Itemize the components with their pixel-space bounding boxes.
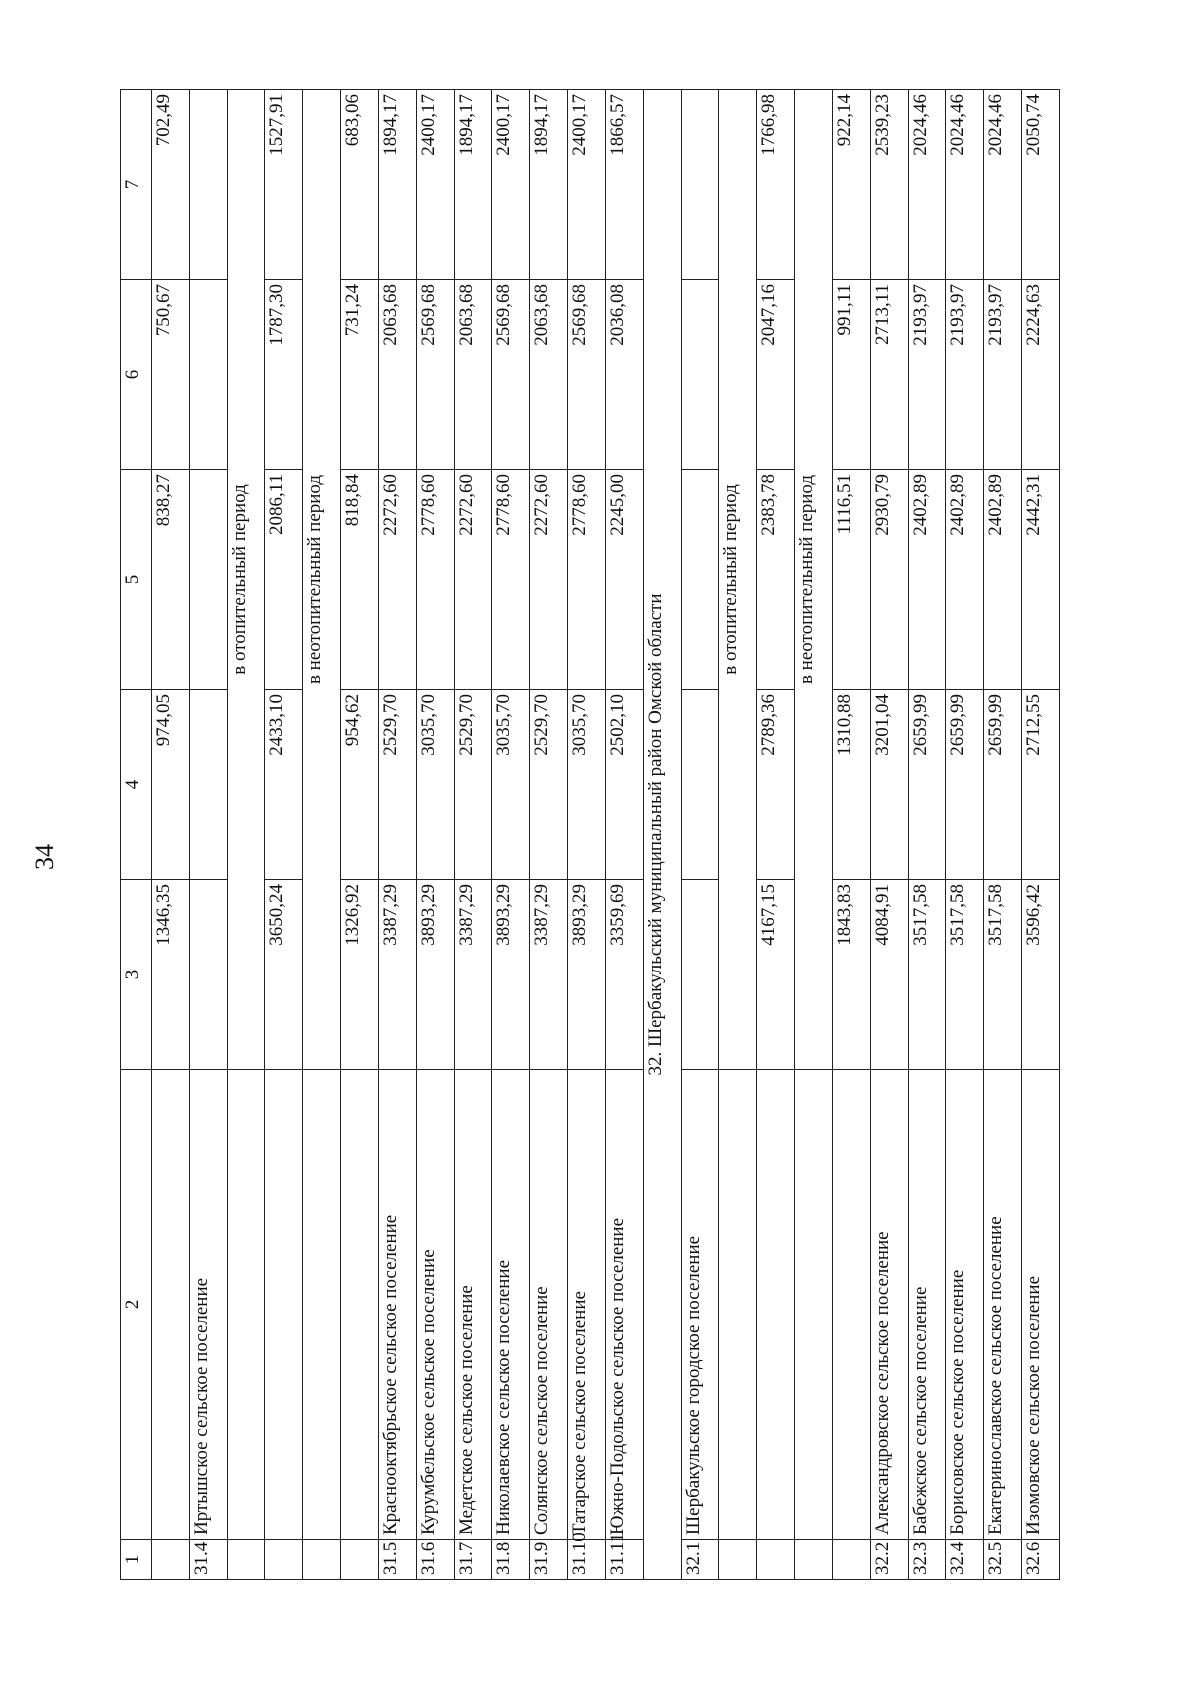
value-cell: 2569,68 [492, 280, 530, 470]
table-row [303, 90, 341, 1580]
period-subheader: в неотопительный период [303, 90, 341, 1070]
period-subheader: в отопительный период [719, 90, 757, 1070]
table-row [189, 90, 227, 1580]
row-name-cell [719, 1070, 757, 1540]
table-row [378, 90, 416, 1580]
value-cell: 2789,36 [757, 690, 795, 880]
value-cell: 2400,17 [492, 90, 530, 280]
value-cell: 2036,08 [605, 280, 643, 470]
row-name-cell [227, 1070, 265, 1540]
row-name-cell: Екатеринославское сельское поселение [984, 1070, 1022, 1540]
row-name-cell: Шербакульское городское поселение [681, 1070, 719, 1540]
value-cell: 1527,91 [265, 90, 303, 280]
value-cell: 2047,16 [757, 280, 795, 470]
value-cell [681, 690, 719, 880]
value-cell: 954,62 [341, 690, 379, 880]
table-row [492, 90, 530, 1580]
value-cell: 3035,70 [492, 690, 530, 880]
row-code-cell: 32.4 [946, 1540, 984, 1580]
value-cell: 2193,97 [946, 280, 984, 470]
value-cell [681, 280, 719, 470]
column-header: 4 [121, 690, 152, 880]
value-cell: 2778,60 [568, 470, 606, 690]
table-row [757, 90, 795, 1580]
value-cell: 1346,35 [152, 880, 190, 1070]
row-name-cell: Иртышское сельское поселение [189, 1070, 227, 1540]
row-code-cell: 31.10 [568, 1540, 606, 1580]
value-cell [189, 690, 227, 880]
column-header: 7 [121, 90, 152, 280]
value-cell: 2778,60 [416, 470, 454, 690]
table-row [152, 90, 190, 1580]
value-cell [681, 470, 719, 690]
value-cell: 3201,04 [870, 690, 908, 880]
row-code-cell: 32.3 [908, 1540, 946, 1580]
period-subheader: в отопительный период [227, 90, 265, 1070]
table-row [227, 90, 265, 1580]
value-cell: 2930,79 [870, 470, 908, 690]
value-cell: 2063,68 [454, 280, 492, 470]
value-cell: 731,24 [341, 280, 379, 470]
value-cell: 1310,88 [832, 690, 870, 880]
value-cell [189, 90, 227, 280]
table-row [908, 90, 946, 1580]
row-code-cell [719, 1540, 757, 1580]
value-cell: 1326,92 [341, 880, 379, 1070]
value-cell: 3359,69 [605, 880, 643, 1070]
value-cell: 2193,97 [908, 280, 946, 470]
value-cell: 750,67 [152, 280, 190, 470]
value-cell: 1766,98 [757, 90, 795, 280]
value-cell: 991,11 [832, 280, 870, 470]
row-code-cell [832, 1540, 870, 1580]
row-name-cell: Солянское сельское поселение [530, 1070, 568, 1540]
row-name-cell: Александровское сельское поселение [870, 1070, 908, 1540]
value-cell: 2024,46 [946, 90, 984, 280]
value-cell: 1894,17 [378, 90, 416, 280]
value-cell: 3596,42 [1022, 880, 1060, 1070]
value-cell: 1843,83 [832, 880, 870, 1070]
row-name-cell [341, 1070, 379, 1540]
row-name-cell: Южно-Подольское сельское поселение [605, 1070, 643, 1540]
value-cell: 2529,70 [454, 690, 492, 880]
row-code-cell [152, 1540, 190, 1580]
row-name-cell [303, 1070, 341, 1540]
table-row [568, 90, 606, 1580]
row-name-cell [757, 1070, 795, 1540]
row-code-cell: 31.9 [530, 1540, 568, 1580]
row-name-cell: Николаевское сельское поселение [492, 1070, 530, 1540]
row-code-cell [303, 1540, 341, 1580]
value-cell [681, 880, 719, 1070]
row-code-cell: 31.5 [378, 1540, 416, 1580]
value-cell: 2063,68 [378, 280, 416, 470]
row-name-cell: Татарское сельское поселение [568, 1070, 606, 1540]
table-row [605, 90, 643, 1580]
row-name-cell [795, 1070, 833, 1540]
value-cell: 3517,58 [984, 880, 1022, 1070]
value-cell [681, 90, 719, 280]
period-subheader: в неотопительный период [795, 90, 833, 1070]
value-cell: 3893,29 [568, 880, 606, 1070]
value-cell: 683,06 [341, 90, 379, 280]
value-cell: 2193,97 [984, 280, 1022, 470]
row-name-cell: Изомовское сельское поселение [1022, 1070, 1060, 1540]
value-cell: 2529,70 [378, 690, 416, 880]
value-cell: 1894,17 [454, 90, 492, 280]
value-cell: 2402,89 [908, 470, 946, 690]
column-header: 2 [121, 1070, 152, 1540]
table-row [795, 90, 833, 1580]
district-header: 32. Шербакульский муниципальный район Омской области [643, 90, 681, 1580]
row-name-cell: Бабежское сельское поселение [908, 1070, 946, 1540]
value-cell: 3387,29 [530, 880, 568, 1070]
value-cell: 2659,99 [946, 690, 984, 880]
row-code-cell [795, 1540, 833, 1580]
table-row [530, 90, 568, 1580]
header-row [121, 90, 152, 1580]
row-name-cell: Красноoктябрьское сельское поселение [378, 1070, 416, 1540]
table-row [832, 90, 870, 1580]
value-cell: 3035,70 [416, 690, 454, 880]
value-cell: 4167,15 [757, 880, 795, 1070]
row-name-cell: Курумбельское сельское поселение [416, 1070, 454, 1540]
value-cell: 1787,30 [265, 280, 303, 470]
table-row [681, 90, 719, 1580]
value-cell: 3387,29 [454, 880, 492, 1070]
value-cell: 1116,51 [832, 470, 870, 690]
value-cell: 3035,70 [568, 690, 606, 880]
row-code-cell [227, 1540, 265, 1580]
column-header: 5 [121, 470, 152, 690]
row-code-cell: 31.6 [416, 1540, 454, 1580]
value-cell: 2272,60 [454, 470, 492, 690]
row-code-cell: 32.2 [870, 1540, 908, 1580]
value-cell: 3650,24 [265, 880, 303, 1070]
table-row [1022, 90, 1060, 1580]
table-row [341, 90, 379, 1580]
value-cell: 2400,17 [568, 90, 606, 280]
value-cell [189, 880, 227, 1070]
value-cell: 3517,58 [908, 880, 946, 1070]
column-header: 6 [121, 280, 152, 470]
column-header: 3 [121, 880, 152, 1070]
value-cell: 702,49 [152, 90, 190, 280]
value-cell: 2272,60 [378, 470, 416, 690]
value-cell: 1866,57 [605, 90, 643, 280]
value-cell: 838,27 [152, 470, 190, 690]
table-body [152, 90, 1060, 1580]
value-cell: 2024,46 [984, 90, 1022, 280]
value-cell: 2224,63 [1022, 280, 1060, 470]
value-cell: 3893,29 [492, 880, 530, 1070]
value-cell: 2402,89 [984, 470, 1022, 690]
value-cell: 2383,78 [757, 470, 795, 690]
value-cell [189, 280, 227, 470]
value-cell: 2712,55 [1022, 690, 1060, 880]
value-cell: 2024,46 [908, 90, 946, 280]
row-code-cell [341, 1540, 379, 1580]
table-row [416, 90, 454, 1580]
value-cell: 2569,68 [416, 280, 454, 470]
value-cell: 3893,29 [416, 880, 454, 1070]
row-code-cell: 32.5 [984, 1540, 1022, 1580]
value-cell: 4084,91 [870, 880, 908, 1070]
value-cell [189, 470, 227, 690]
value-cell: 2272,60 [530, 470, 568, 690]
value-cell: 2569,68 [568, 280, 606, 470]
table-row [643, 90, 681, 1580]
row-name-cell [152, 1070, 190, 1540]
value-cell: 2400,17 [416, 90, 454, 280]
value-cell: 2529,70 [530, 690, 568, 880]
row-name-cell [265, 1070, 303, 1540]
table-row [870, 90, 908, 1580]
table-row [984, 90, 1022, 1580]
table-row [946, 90, 984, 1580]
row-code-cell: 31.8 [492, 1540, 530, 1580]
row-name-cell: Медетское сельское поселение [454, 1070, 492, 1540]
table-row [265, 90, 303, 1580]
row-code-cell: 31.11 [605, 1540, 643, 1580]
value-cell: 2539,23 [870, 90, 908, 280]
value-cell: 2086,11 [265, 470, 303, 690]
value-cell: 922,14 [832, 90, 870, 280]
row-name-cell [832, 1070, 870, 1540]
value-cell: 2659,99 [908, 690, 946, 880]
value-cell: 3387,29 [378, 880, 416, 1070]
value-cell: 2502,10 [605, 690, 643, 880]
table-row [719, 90, 757, 1580]
value-cell: 3517,58 [946, 880, 984, 1070]
value-cell: 1894,17 [530, 90, 568, 280]
value-cell: 2245,00 [605, 470, 643, 690]
row-code-cell: 31.7 [454, 1540, 492, 1580]
value-cell: 2063,68 [530, 280, 568, 470]
row-code-cell: 31.4 [189, 1540, 227, 1580]
value-cell: 2442,31 [1022, 470, 1060, 690]
rotated-page [120, 90, 1060, 1580]
table-row [454, 90, 492, 1580]
column-header: 1 [121, 1540, 152, 1580]
value-cell: 2433,10 [265, 690, 303, 880]
value-cell: 974,05 [152, 690, 190, 880]
value-cell: 2778,60 [492, 470, 530, 690]
row-name-cell: Борисовское сельское поселение [946, 1070, 984, 1540]
row-code-cell [265, 1540, 303, 1580]
value-cell: 2713,11 [870, 280, 908, 470]
value-cell: 2050,74 [1022, 90, 1060, 280]
row-code-cell: 32.1 [681, 1540, 719, 1580]
row-code-cell: 32.6 [1022, 1540, 1060, 1580]
tariff-table [120, 89, 1060, 1580]
value-cell: 818,84 [341, 470, 379, 690]
page-number: 34 [30, 844, 59, 870]
value-cell: 2402,89 [946, 470, 984, 690]
value-cell: 2659,99 [984, 690, 1022, 880]
row-code-cell [757, 1540, 795, 1580]
